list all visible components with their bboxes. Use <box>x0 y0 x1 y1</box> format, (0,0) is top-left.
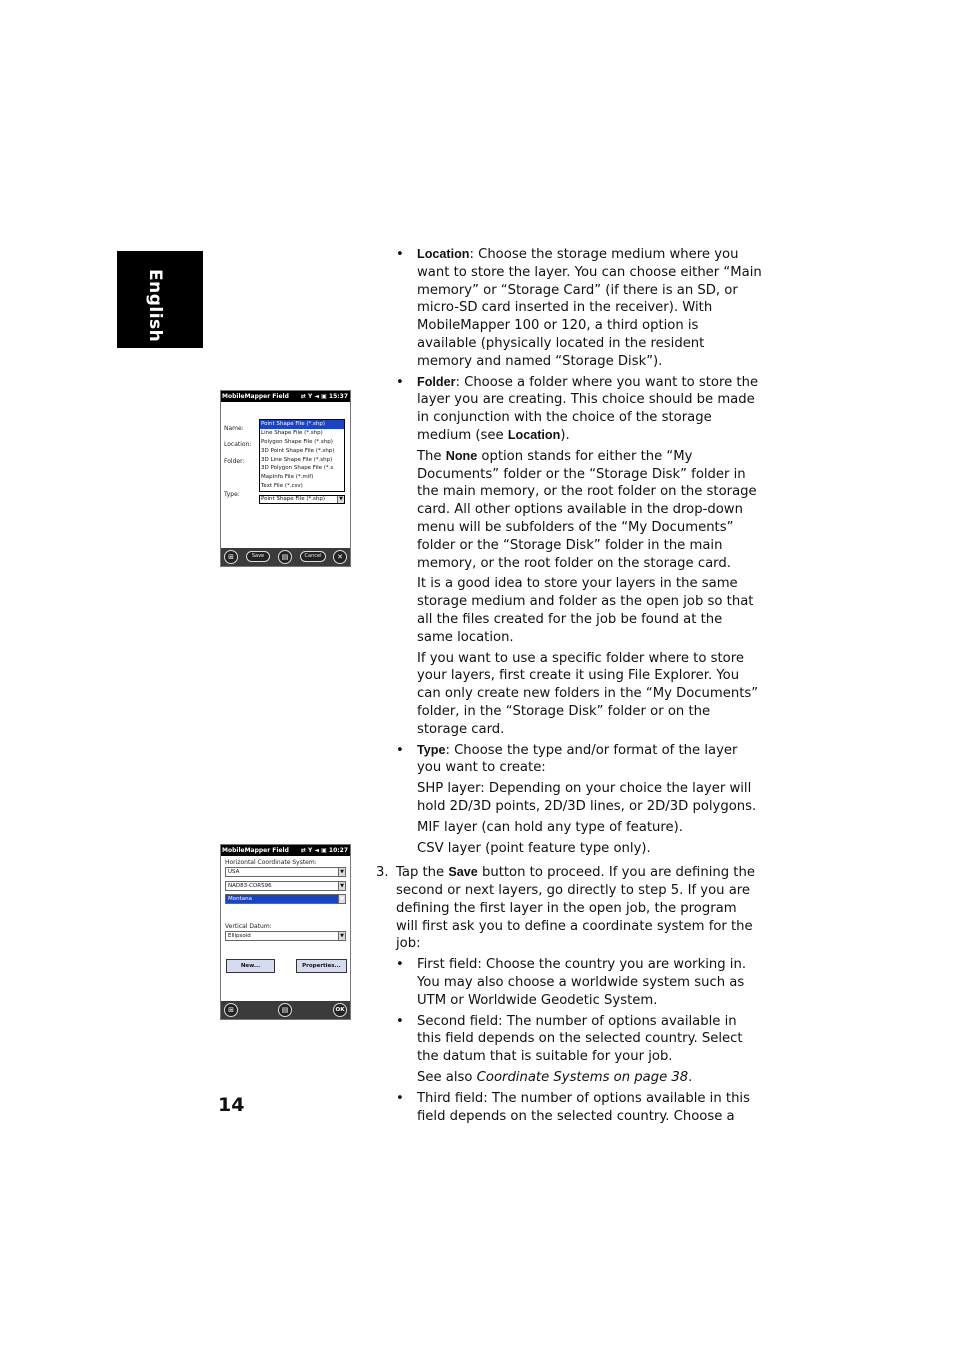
bullet-icon: • <box>396 1013 404 1029</box>
bullet-icon: • <box>396 374 404 390</box>
paragraph-text: : Choose a folder where you want to store the layer you are creating. This choice should be made in conjunction with the choice of the storage medium (see <box>417 374 759 443</box>
list-item[interactable]: MapInfo File (*.mif) <box>261 474 314 481</box>
windows-start-icon[interactable]: ⊞ <box>224 550 238 564</box>
chevron-down-icon[interactable]: ▼ <box>338 868 345 876</box>
paragraph-text: First field: Choose the country you are working in. You may also choose a worldwide system such as UTM or Worldwide Geodetic System. <box>417 957 747 1008</box>
bullet-icon: • <box>396 742 404 758</box>
keyword: None <box>445 448 478 463</box>
paragraph-text: button to proceed. If you are defining the second or next layers, go directly to step 5. If you are defining the first layer in the open job, the program will first ask you to define a coordinate system for the job: <box>396 865 755 952</box>
keyword: Folder <box>417 374 456 389</box>
paragraph-see-also <box>376 1069 762 1087</box>
bullet-second-field <box>376 1013 762 1066</box>
screenshot-new-layer <box>220 390 351 567</box>
keyboard-icon[interactable]: ▤ <box>278 1003 292 1017</box>
list-item[interactable]: 3D Point Shape File (*.shp) <box>261 447 335 454</box>
datum-field[interactable] <box>225 881 346 891</box>
windows-start-icon[interactable]: ⊞ <box>224 1003 238 1017</box>
paragraph-text: The <box>417 448 446 464</box>
list-item[interactable]: Polygon Shape File (*.shp) <box>261 438 333 445</box>
device-softkey-bar <box>221 548 350 566</box>
main-text <box>376 246 762 1125</box>
vdatum-value: Ellipsoid <box>228 933 251 939</box>
paragraph-good-idea: It is a good idea to store your layers in the same storage medium and folder as the open job so that all the files created for the job be found at the same location. <box>417 576 754 645</box>
paragraph-text: ). <box>560 427 570 443</box>
keyboard-icon[interactable]: ▤ <box>278 550 292 564</box>
hcs-label: Horizontal Coordinate System: <box>225 859 317 866</box>
save-softkey[interactable]: Save <box>246 551 270 562</box>
list-item[interactable]: Line Shape File (*.shp) <box>261 429 323 436</box>
chevron-down-icon[interactable]: ▼ <box>337 496 344 503</box>
country-field[interactable] <box>225 867 346 877</box>
keyword: Save <box>448 865 478 880</box>
type-combo[interactable] <box>259 495 345 504</box>
location-label: Location: <box>224 441 252 448</box>
ok-key[interactable]: OK <box>333 1003 347 1017</box>
properties-button[interactable]: Properties... <box>296 959 347 973</box>
close-icon[interactable]: ✕ <box>333 550 347 564</box>
vdatum-field[interactable] <box>225 931 346 941</box>
status-icons: ⇄ Y ◄ ▣ 15:37 <box>300 393 348 400</box>
list-item[interactable]: 3D Polygon Shape File (*.s <box>261 465 334 472</box>
screenshot-coordinate-system <box>220 844 351 1020</box>
device-title: MobileMapper Field <box>222 393 289 400</box>
bullet-location <box>376 246 762 371</box>
list-item[interactable]: 3D Line Shape File (*.shp) <box>261 456 333 463</box>
chevron-down-icon[interactable]: ▼ <box>338 932 345 940</box>
cross-reference: Coordinate Systems on page 38 <box>476 1070 689 1086</box>
device-softkey-bar <box>221 1001 350 1019</box>
chevron-down-icon[interactable]: ▼ <box>338 895 345 903</box>
language-tab-label: English <box>145 269 165 343</box>
paragraph-none-option <box>376 448 762 573</box>
device-title: MobileMapper Field <box>222 847 289 854</box>
bullet-icon: • <box>396 957 404 973</box>
device-title-bar <box>221 391 350 402</box>
paragraph-text: : Choose the storage medium where you want to store the layer. You can choose either “Main memory” or “Storage Card” (if there is an SD, or micro-SD card inserted in the receiver). With MobileMapper 100 or 120, a third option is available (physically located in the resident memory and named “Storage Disk”). <box>417 247 762 369</box>
keyword: Location <box>507 427 561 442</box>
projection-field[interactable] <box>225 894 346 904</box>
paragraph-text: Tap the <box>396 865 449 881</box>
keyword: Type <box>417 742 446 757</box>
device-clock: 15:37 <box>328 393 348 400</box>
new-button[interactable]: New... <box>226 959 275 973</box>
paragraph-csv-layer: CSV layer (point feature type only). <box>417 840 651 856</box>
device-title-bar <box>221 845 350 856</box>
cancel-softkey[interactable]: Cancel <box>300 551 326 562</box>
paragraph-text: Third field: The number of options available in this field depends on the selected country. Choose a <box>417 1090 750 1124</box>
list-item[interactable]: Point Shape File (*.shp) <box>260 420 344 429</box>
list-item[interactable]: Text File (*.csv) <box>261 483 303 490</box>
country-value: USA <box>228 869 240 875</box>
language-tab <box>117 251 203 348</box>
paragraph-shp-layer: SHP layer: Depending on your choice the layer will hold 2D/3D points, 2D/3D lines, or 2D/3D polygons. <box>417 781 757 814</box>
paragraph-text: option stands for either the “My Documents” folder or the “Storage Disk” folder in the main memory, or the root folder on the storage card. All other options available in the drop-down menu will be subfolders of the “My Documents” folder or the “Storage Disk” folder in the main memory, or the root folder on the storage card. <box>417 448 757 571</box>
paragraph-text: . <box>688 1070 693 1086</box>
datum-value: NAD83-CORS96 <box>228 883 272 889</box>
vdatum-label: Vertical Datum: <box>225 923 272 930</box>
paragraph-text: See also <box>417 1070 477 1086</box>
page-number: 14 <box>218 1094 245 1116</box>
name-label: Name: <box>224 425 244 432</box>
chevron-down-icon[interactable]: ▼ <box>338 882 345 890</box>
bullet-icon: • <box>396 1090 404 1106</box>
device-clock: 10:27 <box>328 847 348 854</box>
paragraph-text: Second field: The number of options available in this field depends on the selected country. Select the datum that is suitable for your job. <box>417 1013 743 1065</box>
bullet-type <box>376 742 762 778</box>
projection-value: Montana <box>228 896 252 902</box>
bullet-first-field <box>376 956 762 1009</box>
type-dropdown-list[interactable] <box>259 419 345 492</box>
bullet-third-field <box>376 1090 762 1126</box>
type-combo-value: Point Shape File (*.shp) <box>261 496 325 502</box>
status-icons: ⇄ Y ◄ ▣ 10:27 <box>300 847 348 854</box>
paragraph-specific-folder: If you want to use a specific folder where to store your layers, first create it using File Explorer. You can only create new folders in the “My Documents” folder, in the “Storage Disk” folder or on the storage card. <box>417 650 759 737</box>
paragraph-mif-layer: MIF layer (can hold any type of feature). <box>417 819 683 835</box>
paragraph-text: : Choose the type and/or format of the layer you want to create: <box>417 742 738 776</box>
type-label: Type: <box>224 491 240 498</box>
bullet-folder <box>376 374 762 445</box>
step-number: 3. <box>376 865 389 881</box>
bullet-icon: • <box>396 247 404 262</box>
folder-label: Folder: <box>224 458 245 465</box>
step-3 <box>376 864 762 953</box>
keyword: Location <box>417 247 470 261</box>
